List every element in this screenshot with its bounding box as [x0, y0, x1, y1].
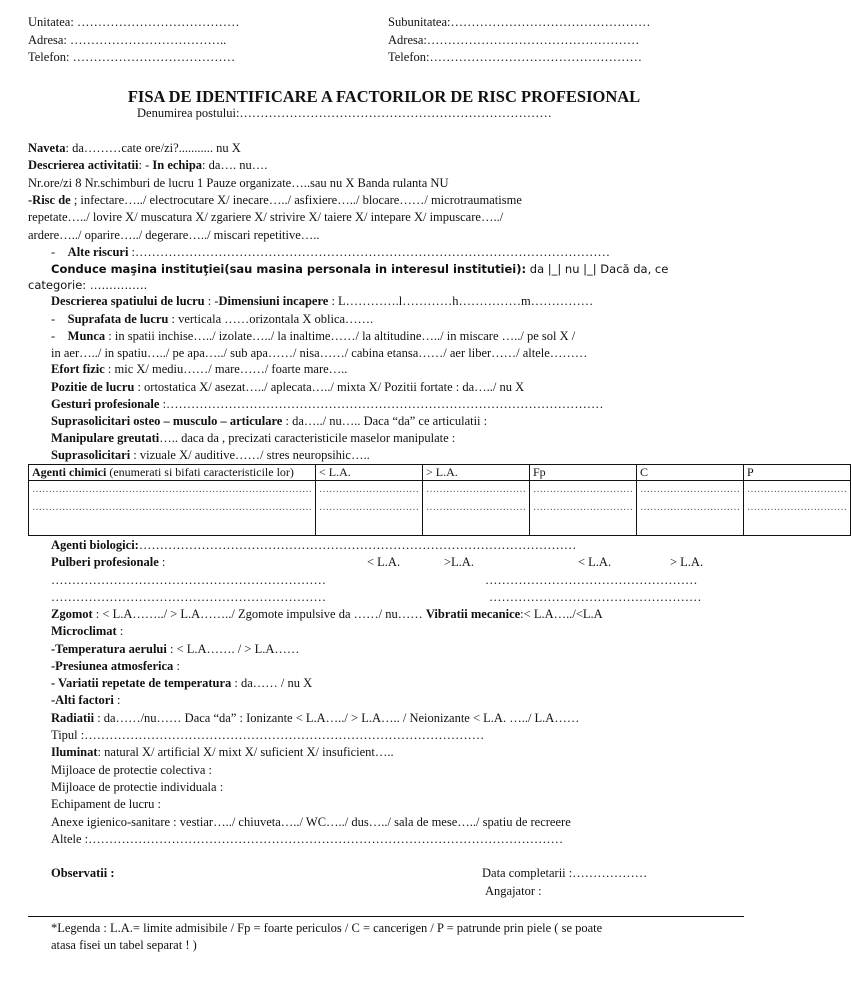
iluminat-row: [51, 745, 394, 759]
naveta-text: : da………cate ore/zi?........... nu X: [65, 141, 241, 155]
supra-viz-label: Suprasolicitari: [51, 448, 131, 462]
masina-row: [51, 262, 668, 276]
table-cell-fp[interactable]: [530, 481, 637, 536]
pulberi-dots-right-1: ……………………………………………: [485, 573, 698, 587]
table-cell-la-below[interactable]: [316, 481, 423, 536]
gesturi-label: Gesturi profesionale: [51, 397, 160, 411]
risc-row-3: ardere…../ oparire…../ degerare…../ miscari repetitive…..: [28, 228, 320, 242]
dots-line: …………………………: [747, 502, 847, 513]
temperatura-text: : < L.A……. / > L.A……: [166, 642, 300, 656]
manipulare-text: ….. daca da , precizati caracteristicile maselor manipulate :: [159, 431, 456, 445]
alte-riscuri-dash: -: [51, 245, 56, 259]
dots-line: …………………………: [640, 484, 740, 495]
echipa-text: : da…. nu….: [202, 158, 268, 172]
alte-riscuri-row: [51, 245, 610, 259]
post-name: Denumirea postului:…………………………………………………………………: [137, 106, 552, 120]
naveta-row: [28, 141, 241, 155]
dimensiuni-label: Dimensiuni incapere: [218, 294, 329, 308]
observatii-label: Observatii :: [51, 866, 115, 880]
zgomot-row: [51, 607, 603, 621]
vibratii-label: Vibratii mecanice: [425, 607, 521, 621]
pozitie-label: Pozitie de lucru: [51, 380, 135, 394]
table-cell-c[interactable]: [637, 481, 744, 536]
biologici-text: ……………………………………………………………………………………………: [138, 538, 577, 552]
risc-row-2: repetate…../ lovire X/ muscatura X/ zgariere X/ strivire X/ taiere X/ intepare X/ impuscare…../: [28, 210, 504, 224]
dots-line: …………………………: [747, 484, 847, 495]
col-la-above: > L.A.: [423, 465, 530, 481]
iluminat-label: Iluminat: [51, 745, 98, 759]
supra-osteo-row: [51, 414, 487, 428]
pulberi-la-4: > L.A.: [670, 555, 704, 569]
risc-row-1: [28, 193, 522, 207]
manipulare-row: [51, 431, 455, 445]
pulberi-la-3: < L.A.: [578, 555, 612, 569]
dimensiuni-text: : L………….l…………h……………m……………: [328, 294, 594, 308]
table-header-agents: [29, 465, 316, 481]
col-la-below: < L.A.: [316, 465, 423, 481]
pozitie-row: [51, 380, 524, 394]
biologici-label: Agenti biologici:: [51, 538, 139, 552]
supra-osteo-label: Suprasolicitari osteo – musculo – articulare: [51, 414, 283, 428]
dots-line: …………………………: [533, 502, 633, 513]
temperatura-label: -Temperatura aerului: [51, 642, 167, 656]
efort-text: : mic X/ mediu……/ mare……/ foarte mare…..: [104, 362, 348, 376]
microclimat-label: Microclimat: [51, 624, 117, 638]
descriere-row: [28, 158, 267, 172]
spatiu-mid: : -: [204, 294, 219, 308]
presiunea-label: -Presiunea atmosferica: [51, 659, 174, 673]
suprafata-text: : verticala ……orizontala X oblica…….: [168, 312, 374, 326]
agenti-chimici-table: [28, 464, 851, 536]
pulberi-text: :: [158, 555, 166, 569]
pulberi-la-2: >L.A.: [444, 555, 474, 569]
efort-row: [51, 362, 347, 376]
radiatii-row: [51, 711, 579, 725]
pulberi-dots-left-1: …………………………………………………………: [51, 573, 326, 587]
biologici-row: [51, 538, 576, 552]
gesturi-text: :……………………………………………………………………………………………: [159, 397, 604, 411]
table-cell-la-above[interactable]: [423, 481, 530, 536]
altele-row: Altele :……………………………………………………………………………………………………: [51, 832, 564, 846]
munca-text-1: : in spatii inchise…../ izolate…../ la inaltime……/ la altitudine…../ in miscare …../ pe sol X /: [105, 329, 576, 343]
descriere-label: Descrierea activitatii: [28, 158, 139, 172]
microclimat-text: :: [116, 624, 124, 638]
dots-line: …………………………: [533, 484, 633, 495]
col-fp: Fp: [530, 465, 637, 481]
microclimat-row: [51, 624, 123, 638]
echipament-row: Echipament de lucru :: [51, 797, 162, 811]
radiatii-label: Radiatii: [51, 711, 95, 725]
variatii-row: [51, 676, 312, 690]
munca-dash: -: [51, 329, 56, 343]
data-completarii: Data completarii :………………: [482, 866, 648, 880]
iluminat-text: : natural X/ artificial X/ mixt X/ suficient X/ insuficient…..: [97, 745, 394, 759]
dots-line: …………………………………………………………………………: [32, 484, 312, 495]
munca-label: Munca: [67, 329, 106, 343]
subunit-phone-field: Telefon:……………………………………………: [388, 50, 642, 64]
zgomot-label: Zgomot: [51, 607, 93, 621]
pulberi-dots-left-2: …………………………………………………………: [51, 590, 326, 604]
masina-label: Conduce maşina instituţiei(sau masina personala in interesul institutiei):: [51, 262, 527, 276]
alte-riscuri-label: Alte riscuri: [67, 245, 129, 259]
munca-row-1: [51, 329, 575, 343]
suprafata-row: [51, 312, 373, 326]
unit-field: Unitatea: …………………………………: [28, 15, 240, 29]
pozitie-text: : ortostatica X/ asezat…../ aplecata…../ mixta X/ Pozitii fortate : da…../ nu X: [134, 380, 525, 394]
alti-factori-label: -Alti factori: [51, 693, 114, 707]
risc-label: -Risc de: [28, 193, 74, 207]
dots-line: …………………………: [426, 484, 526, 495]
risc-text-1: ; infectare…../ electrocutare X/ inecare…../ asfixiere…../ blocare……/ microtraumatisme: [73, 193, 522, 207]
alti-factori-text: :: [113, 693, 121, 707]
radiatii-text: : da……/nu…… Daca “da” : Ionizante < L.A…../ > L.A….. / Neionizante < L.A. …../ L.A……: [94, 711, 580, 725]
subunit-field: Subunitatea:…………………………………………: [388, 15, 651, 29]
pulberi-dots-right-2: ……………………………………………: [489, 590, 702, 604]
table-row: [29, 481, 851, 536]
dots-line: …………………………: [319, 502, 419, 513]
footer-divider: [28, 916, 744, 917]
page-title: FISA DE IDENTIFICARE A FACTORILOR DE RISC PROFESIONAL: [127, 87, 641, 106]
dots-line: …………………………: [640, 502, 740, 513]
alte-riscuri-text: :……………………………………………………………………………………………………: [128, 245, 611, 259]
munca-row-2: in aer…../ in spatiu…../ pe apa…../ sub apa……/ nisa……/ cabina etansa……/ aer liber……/ altele………: [51, 346, 588, 360]
schimburi-row: Nr.ore/zi 8 Nr.schimburi de lucru 1 Pauze organizate…..sau nu X Banda rulanta NU: [28, 176, 449, 190]
echipa-label: In echipa: [152, 158, 203, 172]
table-header-row: [29, 465, 851, 481]
protectie-colectiva-row: Mijloace de protectie colectiva :: [51, 763, 213, 777]
presiunea-text: :: [173, 659, 180, 673]
table-cell-agents[interactable]: [29, 481, 316, 536]
vibratii-text: :< L.A…../<L.A: [520, 607, 603, 621]
legenda-line-1: *Legenda : L.A.= limite admisibile / Fp = foarte periculos / C = cancerigen / P = patrunde prin piele ( se poate: [51, 921, 603, 935]
tipul-row: Tipul :……………………………………………………………………………………: [51, 728, 485, 742]
spatiu-label: Descrierea spatiului de lucru: [51, 294, 205, 308]
legenda-line-2: atasa fisei un tabel separat ! ): [51, 938, 197, 952]
zgomot-text: : < L.A……../ > L.A……../ Zgomote impulsive da ……/ nu……: [92, 607, 426, 621]
address-field: Adresa: ………………………………..: [28, 33, 227, 47]
col-c: C: [637, 465, 744, 481]
supra-osteo-text: : da…../ nu….. Daca “da” ce articulatii :: [282, 414, 488, 428]
manipulare-label: Manipulare greutati: [51, 431, 160, 445]
gesturi-row: [51, 397, 604, 411]
variatii-text: : da…… / nu X: [231, 676, 313, 690]
masina-categorie: categorie: ……………: [28, 278, 148, 292]
efort-label: Efort fizic: [51, 362, 105, 376]
descriere-mid: : -: [138, 158, 153, 172]
subunit-address-field: Adresa:……………………………………………: [388, 33, 640, 47]
dots-line: …………………………: [426, 502, 526, 513]
supra-viz-row: [51, 448, 370, 462]
col-p: P: [744, 465, 851, 481]
phone-field: Telefon: …………………………………: [28, 50, 236, 64]
agenti-chimici-hint: (enumerati si bifati caracteristicile lor): [106, 465, 294, 479]
variatii-label: - Variatii repetate de temperatura: [51, 676, 232, 690]
dots-line: …………………………: [319, 484, 419, 495]
suprafata-label: Suprafata de lucru: [67, 312, 169, 326]
anexe-row: Anexe igienico-sanitare : vestiar…../ chiuveta…../ WC…../ dus…../ sala de mese…../ spatiu de recreere: [51, 815, 571, 829]
protectie-individuala-row: Mijloace de protectie individuala :: [51, 780, 224, 794]
angajator: Angajator :: [485, 884, 542, 898]
pulberi-row: [51, 555, 165, 569]
temperatura-row: [51, 642, 299, 656]
spatiu-row: [51, 294, 593, 308]
supra-viz-text: : vizuale X/ auditive……/ stres neuropsihic…..: [130, 448, 370, 462]
table-cell-p[interactable]: [744, 481, 851, 536]
pulberi-label: Pulberi profesionale: [51, 555, 159, 569]
agenti-chimici-label: Agenti chimici: [32, 465, 107, 479]
dots-line: …………………………………………………………………………: [32, 502, 312, 513]
presiunea-row: [51, 659, 180, 673]
naveta-label: Naveta: [28, 141, 66, 155]
masina-text: da |_| nu |_| Dacă da, ce: [526, 262, 669, 276]
alti-factori-row: [51, 693, 120, 707]
pulberi-la-1: < L.A.: [367, 555, 401, 569]
suprafata-dash: -: [51, 312, 56, 326]
